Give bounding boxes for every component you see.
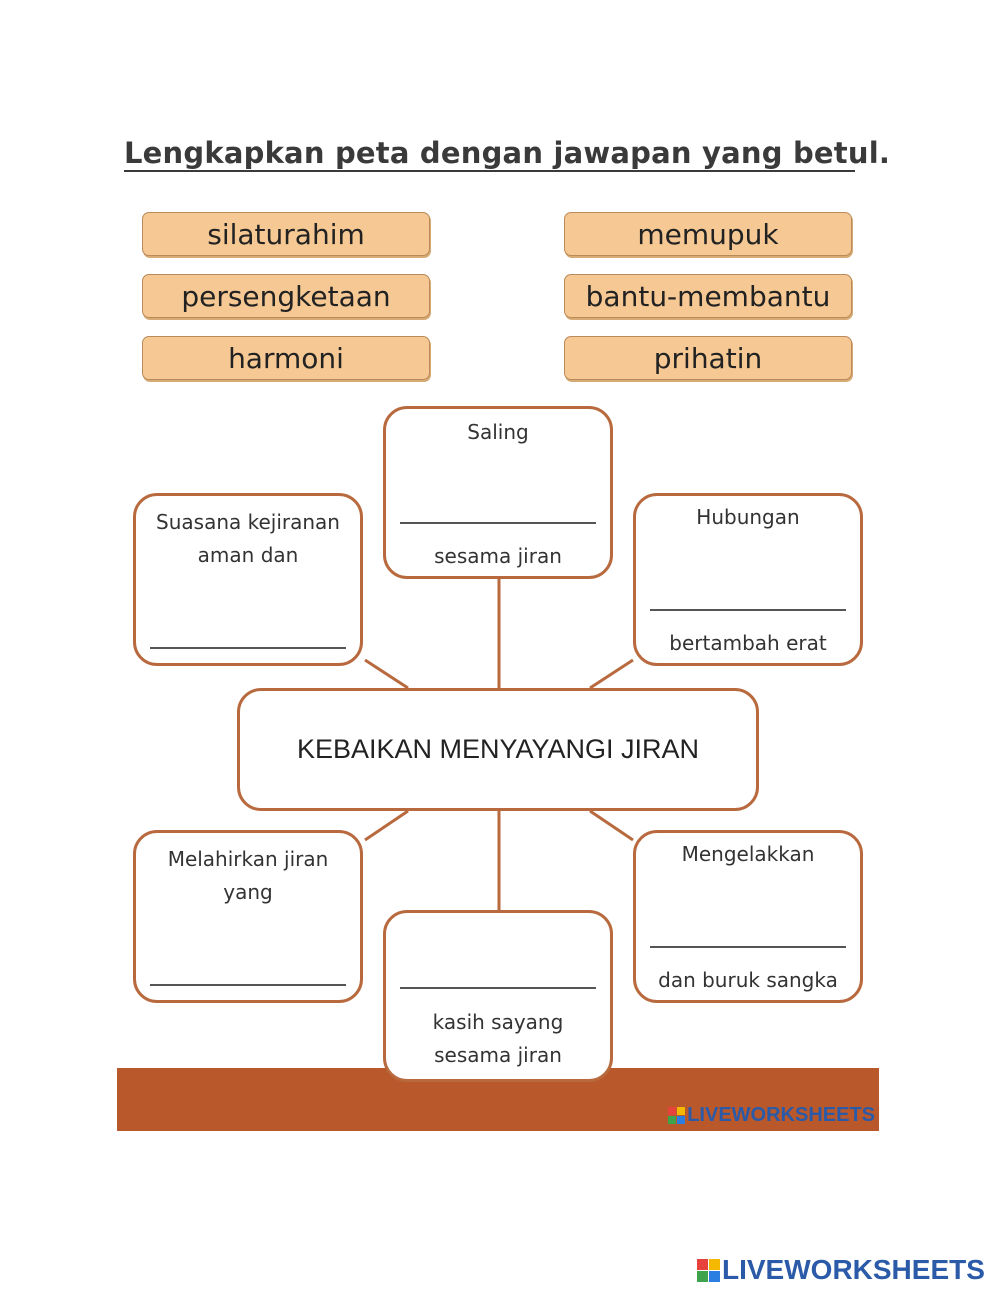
box-bottom-center-line2: sesama jiran — [434, 1043, 562, 1067]
box-top-right — [633, 493, 863, 666]
word-chip-prihatin[interactable]: prihatin — [564, 336, 852, 380]
box-top-center — [383, 406, 613, 579]
box-bottom-right-suffix: dan buruk sangka — [658, 968, 838, 992]
box-bottom-center-line1: kasih sayang — [432, 1010, 564, 1034]
box-top-center-prompt: Saling — [467, 420, 529, 444]
blank-answer-line[interactable] — [150, 984, 346, 986]
box-bottom-center — [383, 910, 613, 1082]
box-bottom-right — [633, 830, 863, 1003]
word-chip-persengketaan[interactable]: persengketaan — [142, 274, 430, 318]
word-chip-silaturahim[interactable]: silaturahim — [142, 212, 430, 256]
brand-name: LIVEWORKSHEETS — [687, 1104, 875, 1126]
box-bottom-left-line2: yang — [223, 880, 273, 904]
connector-top-right — [590, 660, 633, 688]
blank-answer-line[interactable] — [400, 522, 596, 524]
box-top-left-line2: aman dan — [197, 543, 299, 567]
blank-answer-line[interactable] — [650, 609, 846, 611]
connector-bottom-right — [590, 811, 633, 840]
connector-top-left — [365, 660, 408, 688]
word-chip-bantu-membantu[interactable]: bantu-membantu — [564, 274, 852, 318]
brand-cubes-icon — [697, 1259, 720, 1282]
blank-answer-line[interactable] — [150, 647, 346, 649]
box-bottom-left-line1: Melahirkan jiran — [167, 847, 329, 871]
box-bottom-left — [133, 830, 363, 1003]
connector-bottom-left — [365, 811, 408, 840]
brand-cubes-icon — [668, 1107, 685, 1124]
brand-name: LIVEWORKSHEETS — [722, 1254, 985, 1285]
blank-answer-line[interactable] — [650, 946, 846, 948]
blank-answer-line[interactable] — [400, 987, 596, 989]
box-top-left — [133, 493, 363, 666]
footer-brand-logo — [668, 1104, 875, 1127]
box-top-center-suffix: sesama jiran — [434, 544, 562, 568]
box-top-right-suffix: bertambah erat — [669, 631, 827, 655]
word-chip-memupuk[interactable]: memupuk — [564, 212, 852, 256]
box-bottom-right-prompt: Mengelakkan — [681, 842, 815, 866]
page-brand-logo — [697, 1254, 985, 1286]
word-chip-harmoni[interactable]: harmoni — [142, 336, 430, 380]
worksheet-title: Lengkapkan peta dengan jawapan yang betul. — [124, 136, 891, 170]
box-top-right-prompt: Hubungan — [696, 505, 800, 529]
center-topic: KEBAIKAN MENYAYANGI JIRAN — [237, 688, 759, 811]
box-top-left-line1: Suasana kejiranan — [156, 510, 340, 534]
